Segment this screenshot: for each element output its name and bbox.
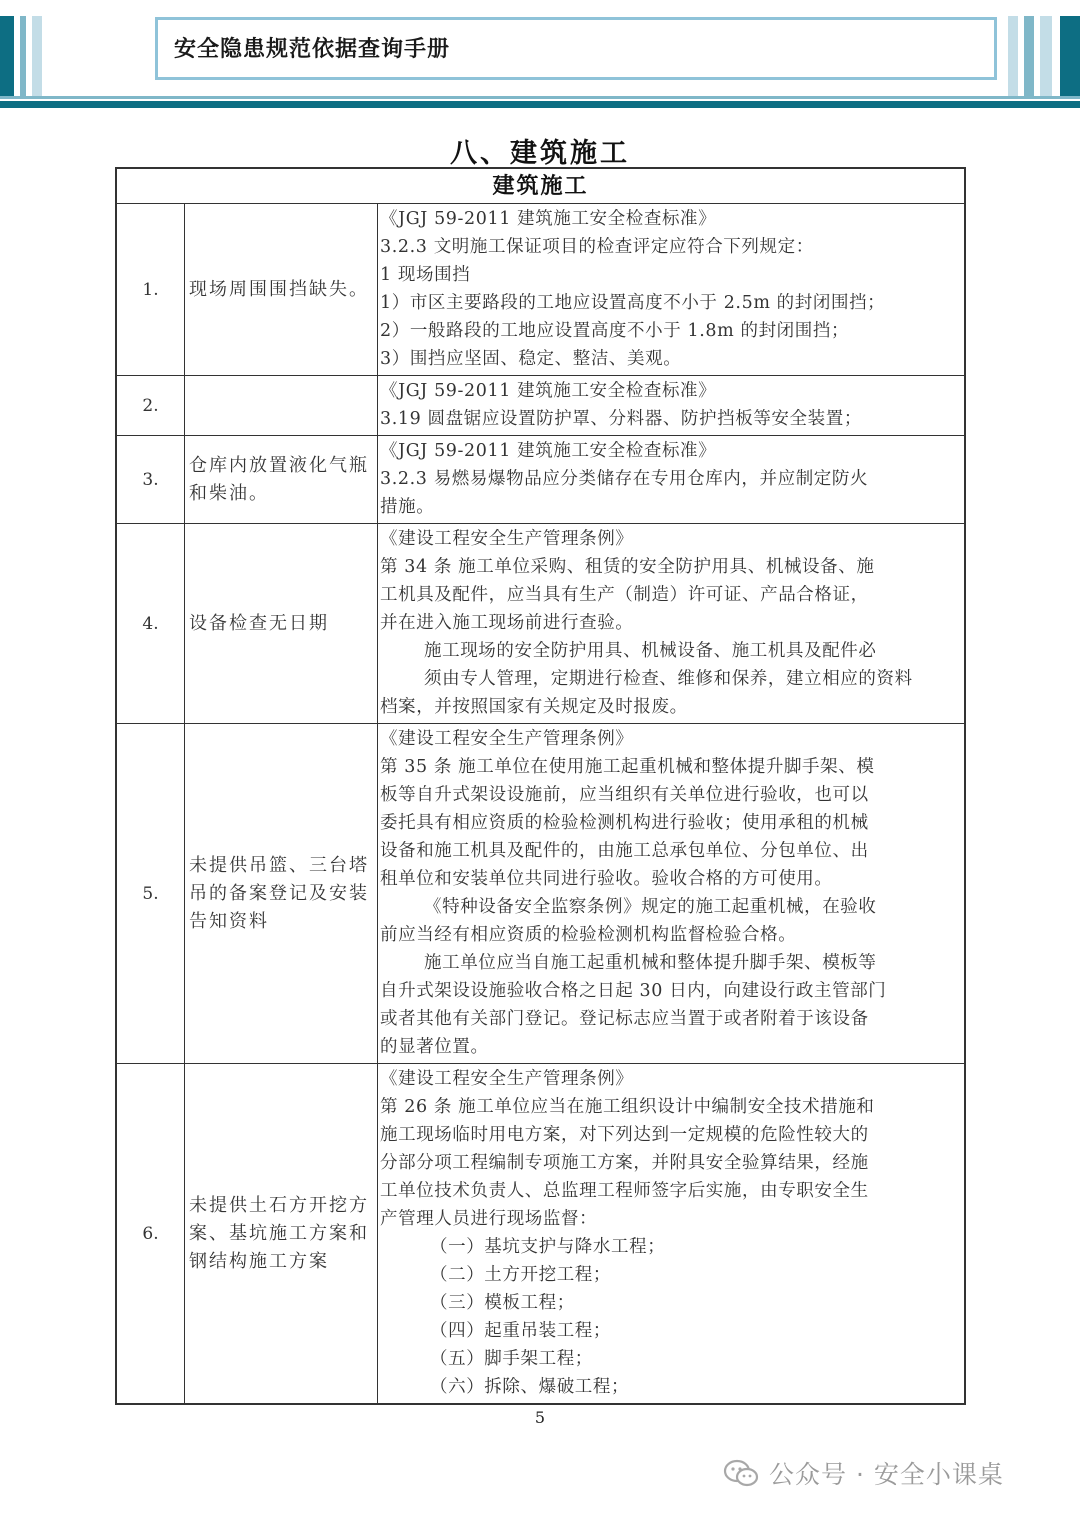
basis-line: 设备和施工机具及配件的，由施工总承包单位、分包单位、出 — [380, 841, 869, 861]
basis-line: （三）模板工程； — [430, 1293, 575, 1313]
basis-line: 档案，并按照国家有关规定及时报废。 — [380, 697, 688, 717]
basis-line: 并在进入施工现场前进行查验。 — [380, 613, 634, 633]
basis-line: 3.19 圆盘锯应设置防护罩、分料器、防护挡板等安全装置； — [380, 409, 862, 429]
hazard-description — [185, 376, 378, 435]
regulation-basis — [378, 524, 964, 723]
basis-line: 《JGJ 59-2011 建筑施工安全检查标准》 — [380, 441, 717, 461]
header-stripe — [20, 16, 26, 96]
page-number: 5 — [534, 1408, 546, 1427]
regulation-basis — [378, 724, 964, 1063]
basis-line: 2）一般路段的工地应设置高度不小于 1.8m 的封闭围挡； — [380, 321, 850, 341]
basis-line: 《JGJ 59-2011 建筑施工安全检查标准》 — [380, 209, 717, 229]
basis-line: （一）基坑支护与降水工程； — [430, 1237, 666, 1257]
regulation-basis — [378, 1064, 964, 1403]
row-number: 4. — [117, 524, 185, 723]
basis-line: 《建设工程安全生产管理条例》 — [380, 729, 634, 749]
basis-line: 租单位和安装单位共同进行验收。验收合格的方可使用。 — [380, 869, 833, 889]
basis-line: 须由专人管理，定期进行检查、维修和保养，建立相应的资料 — [424, 669, 913, 689]
basis-line: 《建设工程安全生产管理条例》 — [380, 1069, 634, 1089]
regulation-basis — [378, 376, 964, 435]
table-row — [117, 436, 964, 524]
header-stripe — [1040, 16, 1052, 96]
header-stripe — [0, 16, 14, 96]
basis-line: 委托具有相应资质的检验检测机构进行验收；使用承租的机械 — [380, 813, 869, 833]
table-row — [117, 376, 964, 436]
basis-line: 自升式架设设施验收合格之日起 30 日内，向建设行政主管部门 — [380, 981, 887, 1001]
table-row — [117, 524, 964, 724]
header-rule — [0, 96, 1080, 99]
basis-line: （五）脚手架工程； — [430, 1349, 593, 1369]
header-stripe — [32, 16, 42, 96]
basis-line: 工单位技术负责人、总监理工程师签字后实施，由专职安全生 — [380, 1181, 869, 1201]
basis-line: 3.2.3 文明施工保证项目的检查评定应符合下列规定： — [380, 237, 814, 257]
basis-line: 第 35 条 施工单位在使用施工起重机械和整体提升脚手架、模 — [380, 757, 875, 777]
row-number: 1. — [117, 204, 185, 375]
basis-line: 或者其他有关部门登记。登记标志应当置于或者附着于该设备 — [380, 1009, 869, 1029]
basis-line: 板等自升式架设设施前，应当组织有关单位进行验收，也可以 — [380, 785, 869, 805]
basis-line: 《特种设备安全监察条例》规定的施工起重机械，在验收 — [424, 897, 877, 917]
regulation-basis — [378, 436, 964, 523]
basis-line: 施工单位应当自施工起重机械和整体提升脚手架、模板等 — [424, 953, 877, 973]
row-number: 2. — [117, 376, 185, 435]
watermark-text: 公众号 · 安全小课桌 — [769, 1460, 1004, 1489]
row-number: 5. — [117, 724, 185, 1063]
table-heading: 建筑施工 — [117, 169, 964, 204]
hazard-description: 未提供吊篮、三台塔吊的备案登记及安装告知资料 — [185, 724, 378, 1063]
table-body — [117, 204, 964, 1403]
page-header — [0, 0, 1080, 112]
hazard-description: 现场周围围挡缺失。 — [185, 204, 378, 375]
basis-line: 《JGJ 59-2011 建筑施工安全检查标准》 — [380, 381, 717, 401]
basis-line: 分部分项工程编制专项施工方案，并附具安全验算结果，经施 — [380, 1153, 869, 1173]
table-row — [117, 204, 964, 376]
basis-line: 工机具及配件，应当具有生产（制造）许可证、产品合格证， — [380, 585, 869, 605]
hazard-description: 仓库内放置液化气瓶和柴油。 — [185, 436, 378, 523]
header-stripe — [1024, 16, 1034, 96]
basis-line: 前应当经有相应资质的检验检测机构监督检验合格。 — [380, 925, 797, 945]
row-number: 6. — [117, 1064, 185, 1403]
regulation-table — [115, 167, 966, 1405]
basis-line: 3.2.3 易燃易爆物品应分类储存在专用仓库内，并应制定防火 — [380, 469, 869, 489]
header-stripe — [1060, 16, 1080, 96]
basis-line: 的显著位置。 — [380, 1037, 489, 1057]
basis-line: （六）拆除、爆破工程； — [430, 1377, 630, 1397]
table-row — [117, 1064, 964, 1403]
basis-line: 3）围挡应坚固、稳定、整洁、美观。 — [380, 349, 682, 369]
basis-line: 《建设工程安全生产管理条例》 — [380, 529, 634, 549]
wechat-icon — [723, 1458, 759, 1488]
header-stripe — [1008, 16, 1018, 96]
hazard-description: 未提供土石方开挖方案、基坑施工方案和钢结构施工方案 — [185, 1064, 378, 1403]
row-number: 3. — [117, 436, 185, 523]
header-rule — [0, 101, 1080, 108]
header-title-box — [155, 17, 997, 80]
basis-line: （四）起重吊装工程； — [430, 1321, 611, 1341]
regulation-basis — [378, 204, 964, 375]
hazard-description: 设备检查无日期 — [185, 524, 378, 723]
basis-line: 1）市区主要路段的工地应设置高度不小于 2.5m 的封闭围挡； — [380, 293, 886, 313]
basis-line: 第 34 条 施工单位采购、租赁的安全防护用具、机械设备、施 — [380, 557, 875, 577]
basis-line: 1 现场围挡 — [380, 265, 471, 285]
basis-line: 第 26 条 施工单位应当在施工组织设计中编制安全技术措施和 — [380, 1097, 875, 1117]
basis-line: （二）土方开挖工程； — [430, 1265, 611, 1285]
basis-line: 产管理人员进行现场监督： — [380, 1209, 598, 1229]
document-title: 安全隐患规范依据查询手册 — [174, 37, 451, 62]
table-row — [117, 724, 964, 1064]
basis-line: 施工现场的安全防护用具、机械设备、施工机具及配件必 — [424, 641, 877, 661]
section-title: 八、建筑施工 — [450, 138, 630, 169]
watermark — [723, 1455, 1004, 1491]
basis-line: 施工现场临时用电方案，对下列达到一定规模的危险性较大的 — [380, 1125, 869, 1145]
basis-line: 措施。 — [380, 497, 435, 517]
